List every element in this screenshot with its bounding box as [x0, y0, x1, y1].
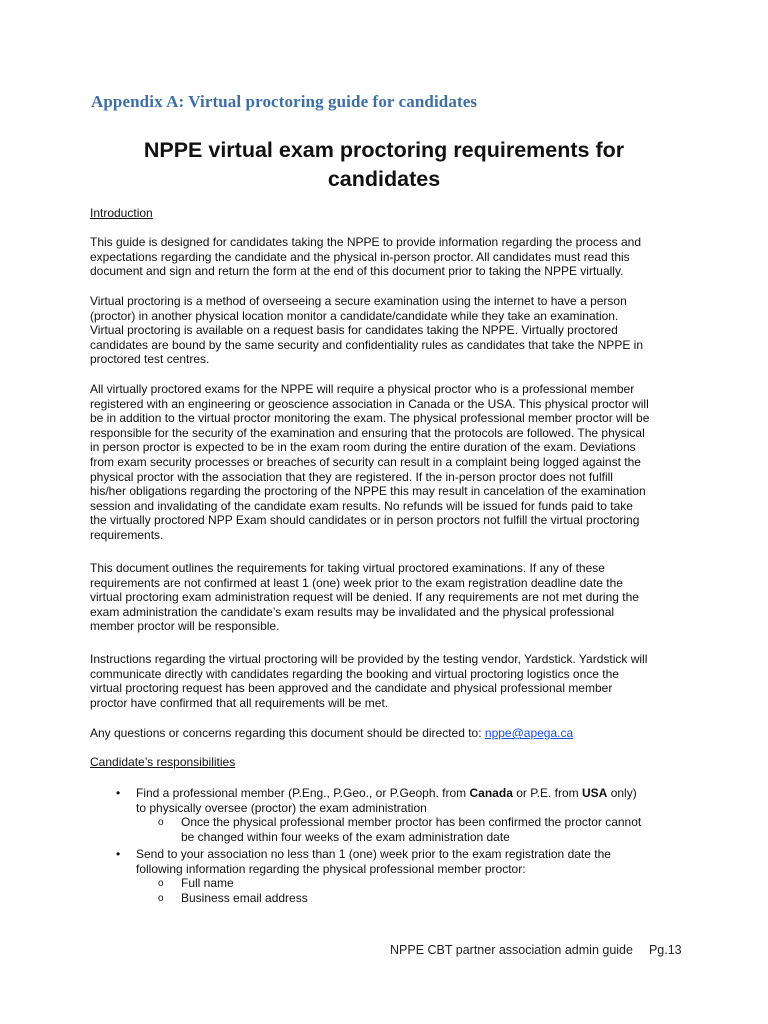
- text-line: (proctor) in another physical location monitor a candidate/candidate while they take an examination.: [90, 308, 619, 323]
- sub-bullet-marker: o: [158, 878, 164, 889]
- sub-bullet-marker: o: [158, 817, 164, 828]
- appendix-heading: Appendix A: Virtual proctoring guide for candidates: [91, 92, 478, 111]
- text-line: Virtual proctoring is available on a request basis for candidates taking the NPPE. Virtually proctored: [90, 323, 618, 338]
- bullet-1-sub-1-line-2: be changed within four weeks of the exam administration date: [181, 830, 510, 844]
- text-line: expectations regarding the candidate and the physical in-person proctor. All candidates must read this: [90, 249, 630, 264]
- text-line: exam administration the candidate’s exam results may be invalidated and the physical professional: [90, 604, 615, 619]
- title-line-1: NPPE virtual exam proctoring requirements for: [143, 138, 625, 162]
- paragraph-physical-proctor: [90, 382, 680, 543]
- bullet-marker: •: [116, 847, 121, 861]
- paragraph-intro: [90, 235, 680, 279]
- text-line: This document outlines the requirements for taking virtual proctored examinations. If any of these: [90, 561, 605, 575]
- bullet-1-line-2: to physically oversee (proctor) the exam administration: [136, 801, 427, 815]
- introduction-heading: Introduction: [90, 206, 153, 220]
- bullet-2-line-2: following information regarding the physical professional member proctor:: [136, 862, 526, 876]
- text-line: responsible for the security of the examination and ensuring that the protocols are followed. The physical: [90, 425, 645, 440]
- questions-text: Any questions or concerns regarding this document should be directed to:: [90, 726, 485, 740]
- page-number: Pg.13: [648, 943, 682, 957]
- contact-email-link[interactable]: nppe@apega.ca: [484, 726, 574, 740]
- text-line: proctored test centres.: [90, 352, 210, 367]
- text-line: virtual proctoring exam administration request will be denied. If any requirements are not met during the: [90, 590, 639, 605]
- bullet-1-canada: Canada: [469, 786, 513, 800]
- bullet-2-sub-2: Business email address: [181, 891, 308, 905]
- bullet-2-line-1: Send to your association no less than 1 (one) week prior to the exam registration date the: [136, 847, 611, 861]
- bullet-2-sub-1: Full name: [181, 876, 234, 890]
- footer-title: NPPE CBT partner association admin guide: [390, 943, 633, 957]
- title-line-2: candidates: [327, 167, 441, 191]
- sub-bullet-marker: o: [158, 893, 164, 904]
- bullet-1-usa: USA: [582, 786, 608, 800]
- text-line: virtual proctoring request has been approved and the candidate and physical professional member: [90, 681, 613, 696]
- text-line: requirements are not confirmed at least 1 (one) week prior to the exam registration deadline date the: [90, 575, 623, 590]
- text-line: requirements.: [90, 527, 164, 542]
- text-line: the virtually proctored NPP Exam should candidates or in person proctors not fulfill the virtual proctoring: [90, 513, 640, 528]
- bullet-1-sub-1-line-1: Once the physical professional member proctor has been confirmed the proctor cannot: [181, 815, 642, 829]
- bullet-1-pre: Find a professional member (P.Eng., P.Geo., or P.Geoph. from: [136, 786, 470, 800]
- text-line: registered with an engineering or geoscience association in Canada or the USA. This physical proctor will: [90, 396, 649, 411]
- text-line: be in addition to the virtual proctor monitoring the exam. The physical professional member proctor will be: [90, 411, 650, 426]
- text-line: in person proctor is expected to be in the exam room during the entire duration of the exam. Deviations: [90, 440, 636, 455]
- text-line: Virtual proctoring is a method of overseeing a secure examination using the internet to have a person: [90, 294, 627, 308]
- text-line: from exam security processes or breaches of security can result in a complaint being logged against the: [90, 454, 641, 469]
- text-line: This guide is designed for candidates taking the NPPE to provide information regarding the process and: [90, 235, 641, 249]
- text-line: communicate directly with candidates regarding the booking and virtual proctoring logistics once the: [90, 666, 619, 681]
- text-line: member proctor will be responsible.: [90, 619, 280, 634]
- paragraph-instructions: [90, 652, 680, 710]
- paragraph-requirements: [90, 561, 680, 634]
- text-line: [90, 726, 680, 741]
- paragraph-virtual-proctoring: [90, 294, 680, 367]
- text-line: Instructions regarding the virtual proctoring will be provided by the testing vendor, Yardstick. Yardstick will: [90, 652, 648, 666]
- text-line: document and sign and return the form at the end of this document prior to taking the NPPE virtually.: [90, 264, 624, 279]
- text-line: candidates are bound by the same security and confidentiality rules as candidates that take the NPPE in: [90, 337, 643, 352]
- bullet-1-post: only): [607, 786, 637, 800]
- bullet-marker: •: [116, 786, 121, 800]
- text-line: proctor have confirmed that all requirements will be met.: [90, 695, 389, 710]
- page-footer: [390, 943, 682, 957]
- text-line: physical proctor with the association that they are registered. If the in-person proctor does not fulfill: [90, 469, 613, 484]
- document-title: [90, 136, 678, 194]
- paragraph-questions: [90, 726, 680, 741]
- responsibilities-heading: Candidate’s responsibilities: [90, 755, 236, 769]
- bullet-1-line-1: [136, 786, 637, 801]
- text-line: All virtually proctored exams for the NPPE will require a physical proctor who is a professional member: [90, 382, 635, 396]
- text-line: session and invalidating of the candidate exam results. No refunds will be issued for funds paid to take: [90, 498, 633, 513]
- text-line: his/her obligations regarding the proctoring of the NPPE this may result in cancelation of the examination: [90, 484, 646, 499]
- bullet-1-mid: or P.E. from: [512, 786, 583, 800]
